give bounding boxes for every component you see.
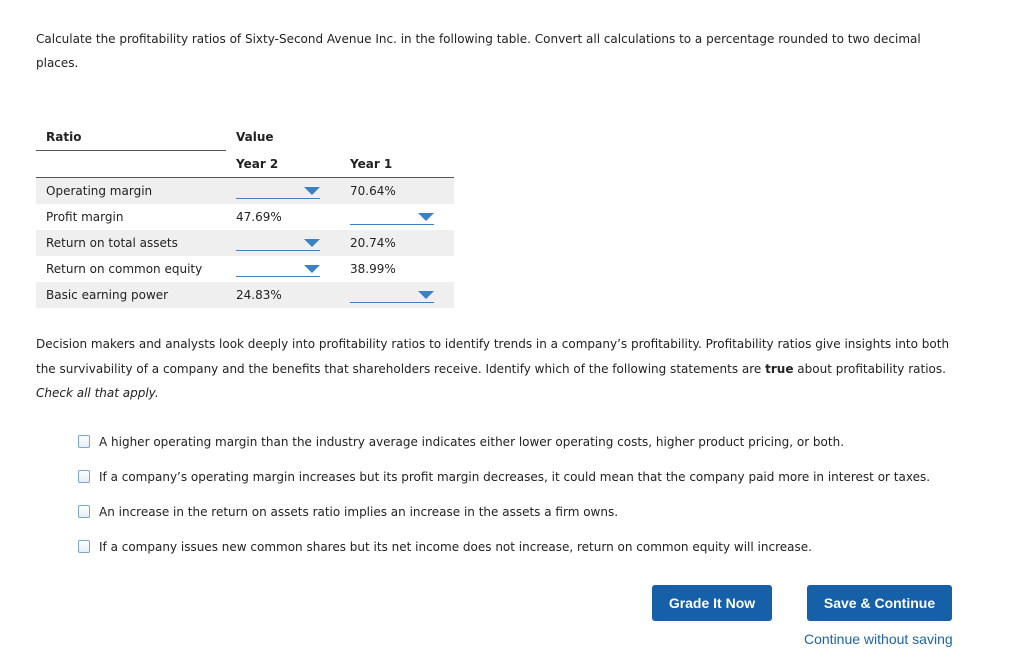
question-text: Decision makers and analysts look deeply into profitability ratios to identify trends in a company’s profitability. Profitability ratios give insights into both the survivability of a company and the benefits that shareholders receive. Identify which of the following statements are true about profitability ratios. Check all that apply. — [36, 337, 950, 400]
profit-margin-year1-dropdown[interactable] — [350, 210, 434, 225]
table-row — [36, 256, 454, 282]
operating-margin-year2-dropdown[interactable] — [236, 184, 320, 199]
checkbox-icon[interactable] — [78, 505, 90, 518]
option-label: If a company’s operating margin increases but its profit margin decreases, it could mean that the company paid more in interest or taxes. — [99, 469, 931, 484]
option-label: A higher operating margin than the industry average indicates either lower operating costs, higher product pricing, or both. — [99, 434, 845, 449]
dropdown-arrow-icon — [418, 213, 434, 221]
table-row — [36, 204, 454, 230]
option-1[interactable] — [78, 424, 930, 459]
option-label: An increase in the return on assets ratio implies an increase in the assets a firm owns. — [99, 504, 619, 519]
return-on-total-assets-year2-dropdown[interactable] — [236, 236, 320, 251]
row-label: Basic earning power — [36, 282, 226, 308]
basic-earning-power-year1-dropdown[interactable] — [350, 288, 434, 303]
value-column-header: Value — [236, 130, 274, 145]
answer-options — [78, 424, 930, 564]
row-label: Return on total assets — [36, 230, 226, 256]
ratio-column-header: Ratio — [36, 124, 226, 151]
option-4[interactable] — [78, 529, 930, 564]
cell-value: 47.69% — [236, 210, 282, 224]
instructions-text: Calculate the profitability ratios of Sixty-Second Avenue Inc. in the following table. Convert all calculations to a percentage rounded to two decimal places. — [36, 32, 921, 70]
option-label: If a company issues new common shares but its net income does not increase, return on common equity will increase. — [99, 539, 812, 554]
year1-column-header: Year 1 — [340, 151, 454, 178]
checkbox-icon[interactable] — [78, 470, 90, 483]
checkbox-icon[interactable] — [78, 540, 90, 553]
year2-column-header: Year 2 — [226, 151, 340, 178]
grade-it-now-button[interactable]: Grade It Now — [652, 585, 772, 621]
cell-value: 20.74% — [340, 230, 454, 256]
continue-without-saving-link[interactable]: Continue without saving — [804, 631, 953, 647]
save-and-continue-button[interactable]: Save & Continue — [807, 585, 952, 621]
cell-value: 38.99% — [350, 262, 396, 276]
checkbox-icon[interactable] — [78, 435, 90, 448]
dropdown-arrow-icon — [304, 187, 320, 195]
true-emphasis: true — [765, 361, 794, 376]
table-row — [36, 282, 454, 308]
table-row — [36, 178, 454, 205]
dropdown-arrow-icon — [304, 239, 320, 247]
option-2[interactable] — [78, 459, 930, 494]
profitability-ratios-table — [36, 124, 454, 308]
cell-value: 70.64% — [340, 178, 454, 205]
row-label: Operating margin — [36, 178, 226, 205]
row-label: Return on common equity — [46, 262, 203, 276]
option-3[interactable] — [78, 494, 930, 529]
cell-value: 24.83% — [226, 282, 340, 308]
dropdown-arrow-icon — [418, 291, 434, 299]
return-on-common-equity-year2-dropdown[interactable] — [236, 262, 320, 277]
table-row — [36, 230, 454, 256]
row-label: Profit margin — [46, 210, 124, 224]
check-all-instruction: Check all that apply. — [36, 386, 159, 400]
dropdown-arrow-icon — [304, 265, 320, 273]
